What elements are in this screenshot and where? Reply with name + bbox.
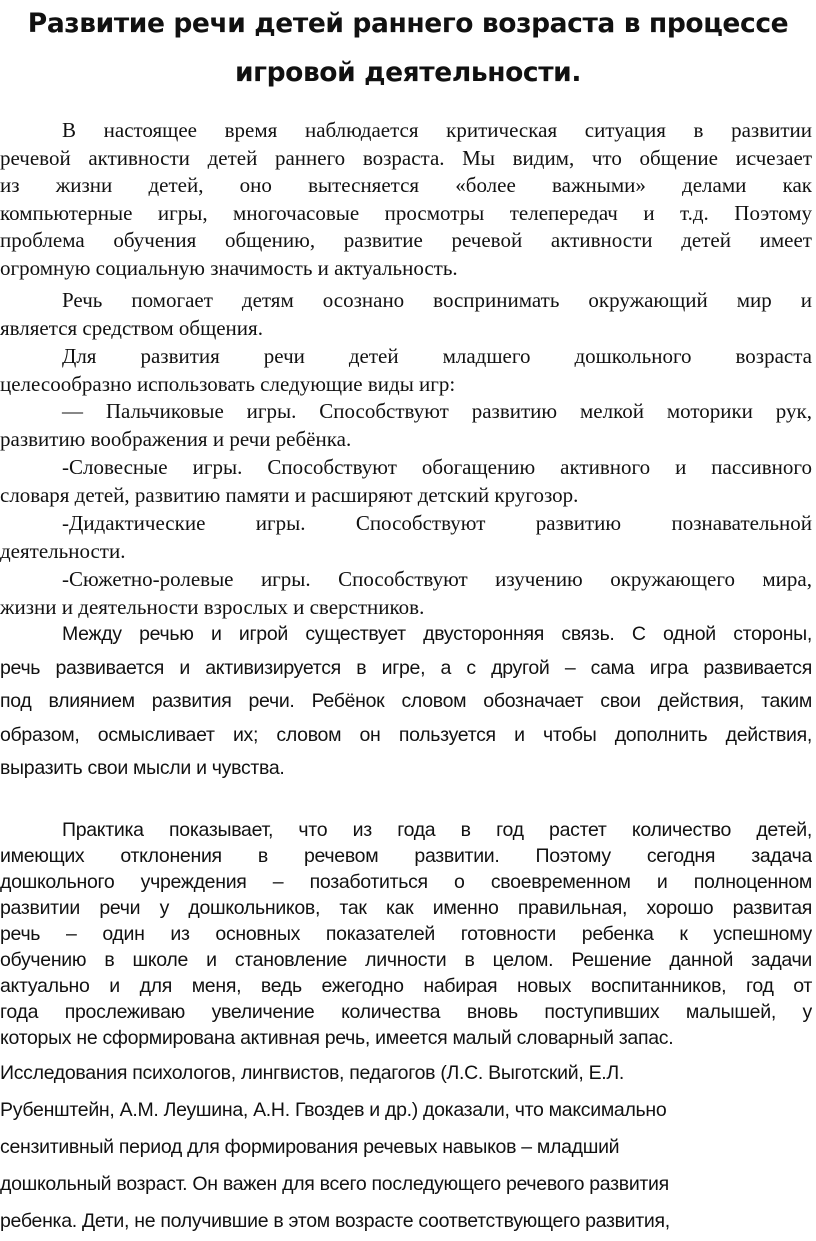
text-line: жизни и деятельности взрослых и сверстников.	[0, 594, 425, 619]
text-line: Исследования психологов, лингвистов, педагогов (Л.С. Выготский, Е.Л.	[0, 1062, 625, 1084]
text-line: актуально и для меня, ведь ежегодно набирая новых воспитанников, год от	[0, 975, 812, 997]
text-line: сензитивный период для формирования речевых навыков – младший	[0, 1136, 620, 1158]
text-line: Практика показывает, что из года в год растет количество детей,	[62, 819, 812, 841]
text-line: проблема обучения общению, развитие речевой активности детей имеет	[0, 228, 812, 252]
paragraph-didactic-games	[0, 510, 812, 565]
paragraph-speech-and-play	[0, 618, 812, 786]
text-line: обучению в школе и становление личности в целом. Решение данной задачи	[0, 949, 812, 971]
text-line: словаря детей, развитию памяти и расширяют детский кругозор.	[0, 482, 579, 507]
text-line: речь – один из основных показателей готовности ребенка к успешному	[0, 923, 812, 945]
paragraph-game-types-intro	[0, 343, 812, 398]
text-line: -Словесные игры. Способствуют обогащению активного и пассивного	[62, 455, 812, 479]
text-line: образом, осмысливает их; словом он пользуется и чтобы дополнить действия,	[0, 723, 812, 746]
text-line: дошкольного учреждения – позаботиться о своевременном и полноценном	[0, 871, 812, 893]
text-line: Речь помогает детям осознано воспринимать окружающий мир и	[62, 288, 812, 312]
text-line: компьютерные игры, многочасовые просмотры телепередач и т.д. Поэтому	[0, 200, 812, 225]
text-line: Для развития речи детей младшего дошкольного возраста	[62, 344, 812, 368]
document-title-line-2: игровой деятельности.	[234, 57, 582, 88]
text-line: дошкольный возраст. Он важен для всего последующего речевого развития	[0, 1173, 669, 1195]
paragraph-research	[0, 1055, 812, 1240]
text-line: деятельности.	[0, 538, 126, 563]
text-line: ребенка. Дети, не получившие в этом возрасте соответствующего развития,	[0, 1210, 670, 1232]
text-line: -Дидактические игры. Способствуют развитию познавательной	[62, 511, 812, 535]
paragraph-word-games	[0, 454, 812, 509]
text-line: из жизни детей, оно вытесняется «более важными» делами как	[0, 173, 812, 197]
paragraph-role-play-games	[0, 566, 812, 621]
text-line: речь развивается и активизируется в игре, а с другой – сама игра развивается	[0, 656, 812, 679]
paragraph-practice-shows	[0, 817, 812, 1051]
text-line: -Сюжетно-ролевые игры. Способствуют изучению окружающего мира,	[62, 567, 812, 591]
document-title-line-1: Развитие речи детей раннего возраста в процессе	[27, 8, 789, 39]
text-line: Рубенштейн, А.М. Леушина, А.Н. Гвоздев и др.) доказали, что максимально	[0, 1099, 667, 1121]
text-line: целесообразно использовать следующие виды игр:	[0, 371, 456, 396]
text-line: которых не сформирована активная речь, имеется малый словарный запас.	[0, 1027, 674, 1049]
text-line: года прослеживаю увеличение количества вновь поступивших малышей, у	[0, 1001, 812, 1023]
text-line: речевой активности детей раннего возраста. Мы видим, что общение исчезает	[0, 145, 812, 170]
text-line: является средством общения.	[0, 315, 263, 340]
paragraph-speech-helps	[0, 287, 812, 342]
text-line: развитии речи у дошкольников, так как именно правильная, хорошо развитая	[0, 897, 812, 919]
text-line: под влиянием развития речи. Ребёнок словом обозначает свои действия, таким	[0, 690, 812, 712]
text-line: выразить свои мысли и чувства.	[0, 757, 285, 779]
paragraph-intro	[0, 117, 812, 282]
text-line: огромную социальную значимость и актуальность.	[0, 255, 458, 280]
text-line: Между речью и игрой существует двусторонняя связь. С одной стороны,	[62, 623, 812, 645]
text-line: развитию воображения и речи ребёнка.	[0, 426, 352, 451]
paragraph-finger-games	[0, 398, 812, 453]
text-line: — Пальчиковые игры. Способствуют развитию мелкой моторики рук,	[62, 399, 812, 423]
text-line: имеющих отклонения в речевом развитии. Поэтому сегодня задача	[0, 845, 812, 867]
text-line: В настоящее время наблюдается критическая ситуация в развитии	[62, 118, 812, 142]
